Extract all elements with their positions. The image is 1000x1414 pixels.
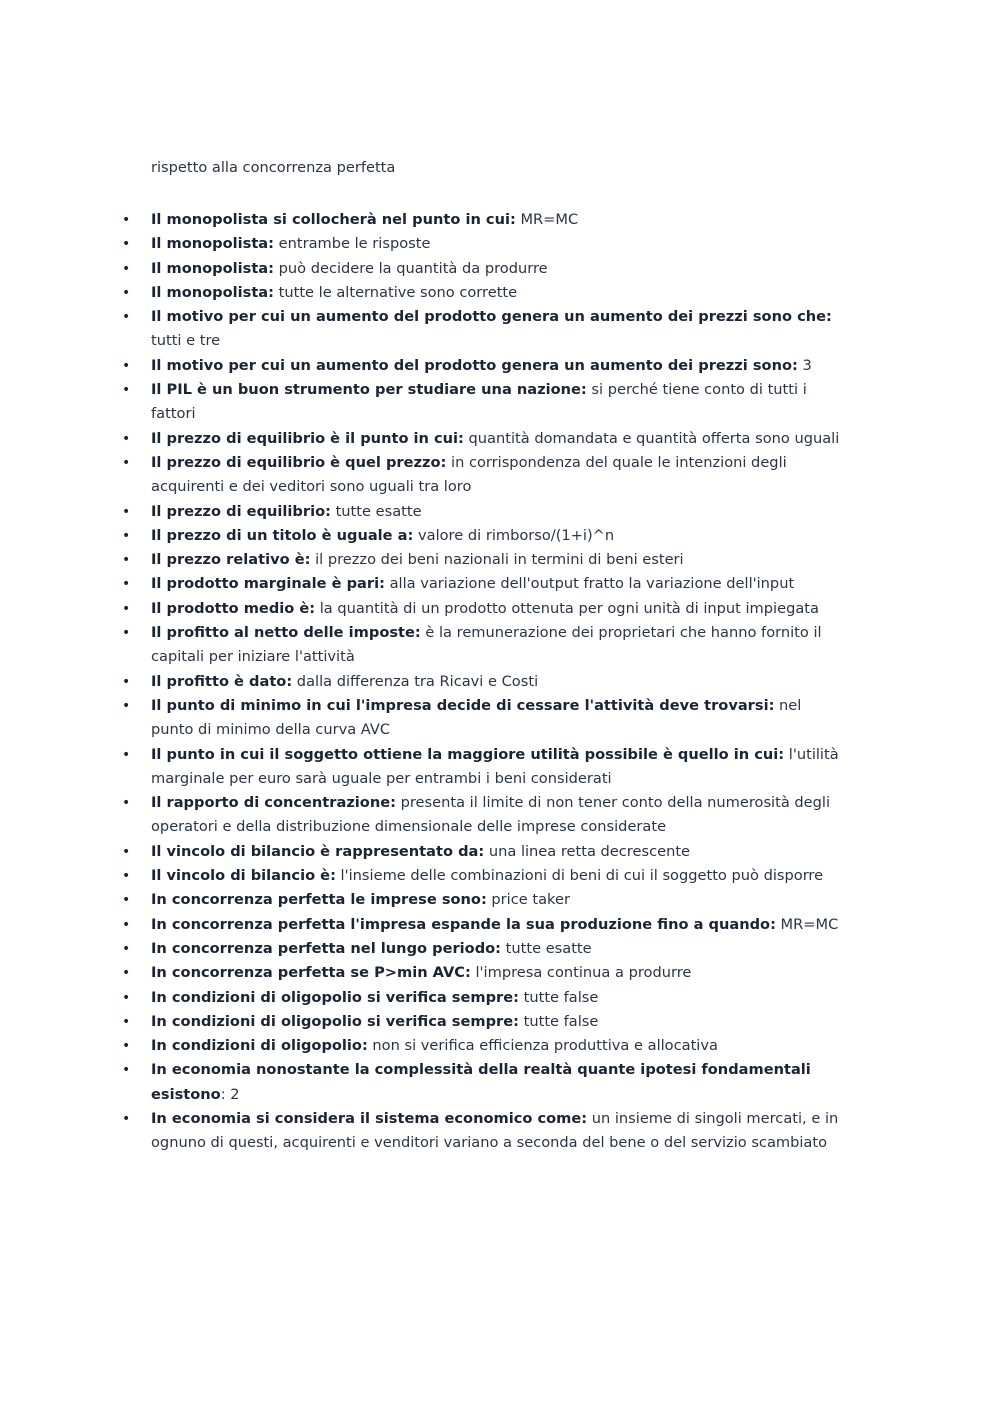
answer-text: entrambe le risposte: [274, 235, 431, 253]
question-text: Il prodotto medio è:: [151, 599, 316, 617]
list-item: [0, 840, 1000, 864]
bullet-icon: •: [122, 552, 131, 569]
bullet-icon: •: [122, 527, 131, 544]
answer-text: tutte le alternative sono corrette: [274, 283, 518, 301]
list-item: [0, 670, 1000, 694]
bullet-icon: •: [122, 284, 131, 301]
answer-text: price taker: [486, 891, 570, 909]
list-item: [0, 500, 1000, 524]
list-item: [0, 913, 1000, 937]
answer-text: un insieme di singoli mercati, e in ognuno di questi, acquirenti e venditori variano a seconda del bene o del servizio scambiato: [151, 1109, 839, 1152]
list-item: [0, 281, 1000, 305]
answer-text: presenta il limite di non tener conto della numerosità degli operatori e della distribuzione dimensionale delle imprese considerate: [151, 794, 831, 836]
question-text: Il monopolista:: [151, 235, 274, 253]
bullet-icon: •: [122, 260, 131, 277]
bullet-icon: •: [122, 1110, 131, 1127]
list-item: [0, 1058, 1000, 1107]
question-text: Il prodotto marginale è pari:: [151, 575, 385, 593]
bullet-icon: •: [122, 1062, 131, 1079]
answer-text: l'impresa continua a produrre: [470, 964, 692, 982]
list-item: [0, 305, 1000, 354]
question-text: In concorrenza perfetta le imprese sono:: [151, 891, 487, 909]
answer-text: dalla differenza tra Ricavi e Costi: [292, 672, 539, 690]
question-text: In economia si considera il sistema economico come:: [151, 1109, 588, 1127]
list-item: [0, 354, 1000, 378]
answer-text: non si verifica efficienza produttiva e allocativa: [367, 1037, 718, 1055]
bullet-icon: •: [122, 989, 131, 1006]
answer-text: MR=MC: [775, 915, 839, 933]
bullet-icon: •: [122, 357, 131, 374]
bullet-icon: •: [122, 916, 131, 933]
question-text: Il monopolista:: [151, 259, 274, 277]
answer-text: quantità domandata e quantità offerta sono uguali: [463, 429, 840, 447]
answer-text: in corrispondenza del quale le intenzioni degli acquirenti e dei veditori sono uguali tra loro: [151, 453, 787, 496]
list-item: [0, 1107, 1000, 1156]
question-text: In economia nonostante la complessità della realtà quante ipotesi fondamentali esistono: [151, 1061, 811, 1103]
question-text: Il monopolista:: [151, 283, 274, 301]
bullet-icon: •: [122, 940, 131, 957]
bullet-icon: •: [122, 576, 131, 593]
question-text: In concorrenza perfetta l'impresa espande la sua produzione fino a quando:: [151, 915, 776, 933]
bullet-icon: •: [122, 625, 131, 642]
bullet-icon: •: [122, 503, 131, 520]
question-text: In concorrenza perfetta nel lungo periodo:: [151, 939, 502, 957]
bullet-icon: •: [122, 382, 131, 399]
bullet-icon: •: [122, 892, 131, 909]
question-text: Il punto di minimo in cui l'impresa decide di cessare l'attività deve trovarsi:: [151, 696, 775, 714]
answer-text: tutte esatte: [330, 502, 422, 520]
question-text: Il vincolo di bilancio è:: [151, 867, 336, 885]
list-item: [0, 548, 1000, 572]
bullet-icon: •: [122, 965, 131, 982]
list-item: [0, 621, 1000, 670]
question-text: In condizioni di oligopolio:: [151, 1037, 368, 1055]
answer-text: la quantità di un prodotto ottenuta per ogni unità di input impiegata: [315, 599, 819, 617]
bullet-icon: •: [122, 212, 131, 228]
answer-text: può decidere la quantità da produrre: [274, 259, 548, 277]
list-item: [0, 961, 1000, 985]
list-item: [0, 937, 1000, 961]
qa-list: [0, 208, 1000, 1156]
list-item: [0, 791, 1000, 840]
bullet-icon: •: [122, 430, 131, 447]
list-item: [0, 524, 1000, 548]
answer-text: tutte esatte: [501, 939, 592, 957]
bullet-icon: •: [122, 309, 131, 326]
continuation-text: rispetto alla concorrenza perfetta: [151, 159, 396, 176]
list-item: [0, 378, 1000, 427]
question-text: Il punto in cui il soggetto ottiene la maggiore utilità possibile è quello in cui:: [151, 745, 785, 763]
list-item: [0, 257, 1000, 281]
bullet-icon: •: [122, 236, 131, 253]
list-item: [0, 1010, 1000, 1034]
question-text: Il monopolista si collocherà nel punto in cui:: [151, 211, 516, 228]
question-text: Il prezzo di equilibrio è quel prezzo:: [151, 453, 447, 471]
question-text: Il profitto al netto delle imposte:: [151, 624, 421, 642]
list-item: [0, 451, 1000, 500]
question-text: In condizioni di oligopolio si verifica sempre:: [151, 988, 519, 1006]
list-item: [0, 572, 1000, 596]
list-item: [0, 1034, 1000, 1058]
question-text: In condizioni di oligopolio si verifica sempre:: [151, 1012, 519, 1030]
list-item: [0, 232, 1000, 256]
list-item: [0, 208, 1000, 232]
answer-text: nel punto di minimo della curva AVC: [151, 696, 802, 739]
question-text: Il motivo per cui un aumento del prodotto genera un aumento dei prezzi sono:: [151, 356, 798, 374]
question-text: Il vincolo di bilancio è rappresentato da:: [151, 842, 485, 860]
bullet-icon: •: [122, 697, 131, 714]
answer-text: l'insieme delle combinazioni di beni di cui il soggetto può disporre: [335, 867, 824, 885]
question-text: Il profitto è dato:: [151, 672, 293, 690]
answer-text: alla variazione dell'output fratto la variazione dell'input: [384, 575, 795, 593]
list-item: [0, 427, 1000, 451]
question-text: In concorrenza perfetta se P>min AVC:: [151, 964, 471, 982]
question-text: Il PIL è un buon strumento per studiare una nazione:: [151, 381, 587, 399]
list-item: [0, 597, 1000, 621]
bullet-icon: •: [122, 746, 131, 763]
answer-text: MR=MC: [515, 211, 579, 228]
answer-text: una linea retta decrescente: [484, 842, 691, 860]
answer-text: tutte false: [518, 988, 599, 1006]
question-text: Il prezzo di un titolo è uguale a:: [151, 526, 414, 544]
question-text: Il prezzo di equilibrio è il punto in cui:: [151, 429, 464, 447]
list-item: [0, 986, 1000, 1010]
question-text: Il rapporto di concentrazione:: [151, 794, 396, 812]
answer-text: valore di rimborso/(1+i)^n: [413, 526, 615, 544]
list-item: [0, 694, 1000, 743]
answer-text: l'utilità marginale per euro sarà uguale per entrambi i beni considerati: [151, 745, 839, 787]
answer-text: tutte false: [518, 1012, 599, 1030]
bullet-icon: •: [122, 795, 131, 812]
bullet-icon: •: [122, 843, 131, 860]
answer-text: è la remunerazione dei proprietari che hanno fornito il capitali per iniziare l'attività: [151, 624, 822, 666]
bullet-icon: •: [122, 1038, 131, 1055]
answer-text: il prezzo dei beni nazionali in termini di beni esteri: [310, 551, 684, 569]
question-text: Il prezzo relativo è:: [151, 551, 311, 569]
list-item: [0, 743, 1000, 792]
bullet-icon: •: [122, 868, 131, 885]
question-text: Il motivo per cui un aumento del prodotto genera un aumento dei prezzi sono che:: [151, 308, 832, 326]
list-item: [0, 888, 1000, 912]
answer-text: 3: [797, 356, 812, 374]
list-item: [0, 864, 1000, 888]
bullet-icon: •: [122, 454, 131, 471]
bullet-icon: •: [122, 1013, 131, 1030]
bullet-icon: •: [122, 673, 131, 690]
answer-text: tutti e tre: [151, 332, 221, 350]
answer-text: : 2: [220, 1085, 240, 1103]
answer-text: si perché tiene conto di tutti i fattori: [151, 381, 807, 423]
question-text: Il prezzo di equilibrio:: [151, 502, 331, 520]
bullet-icon: •: [122, 600, 131, 617]
